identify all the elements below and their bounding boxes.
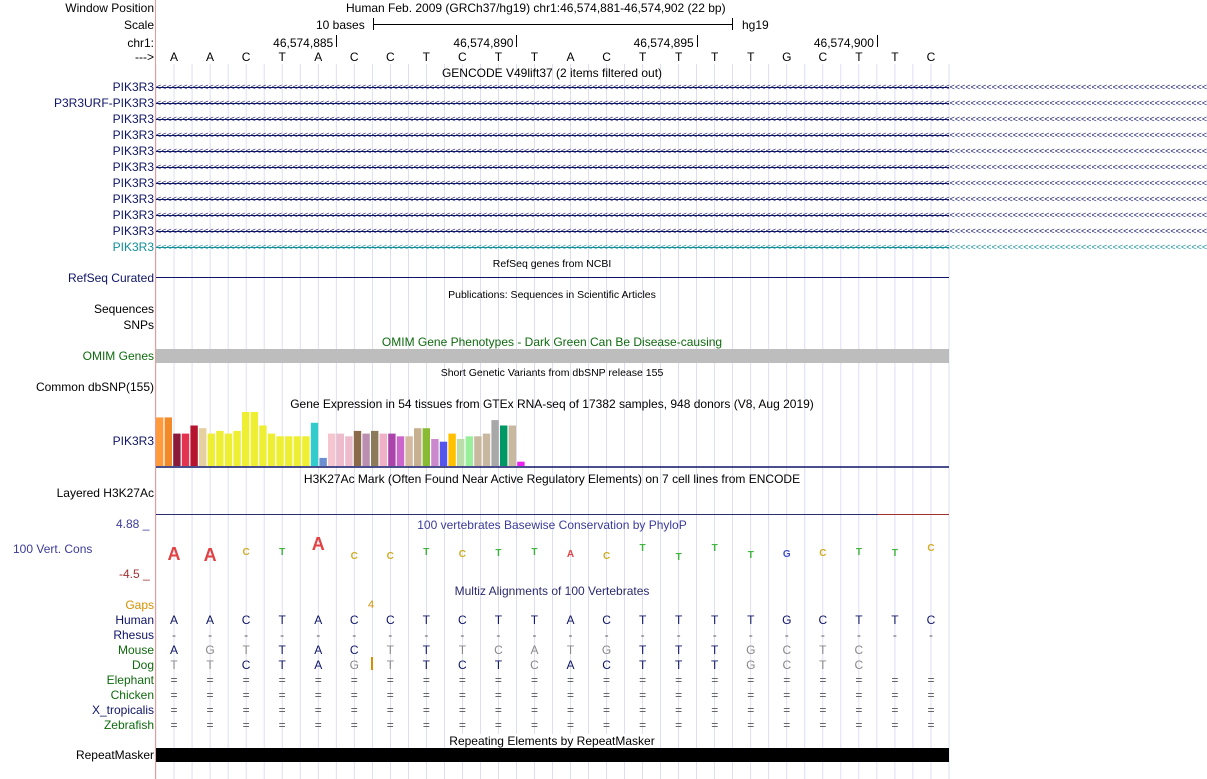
alignment-base: =: [170, 673, 178, 687]
strand-arrows: <<<<<<<<<<<<<<<<<<<<<<<<<<<<<<<<<<<<<<<<<<<<<<<<<<<<<<<<<<<<<<<<<<<<<<<<<<<<<<<<<<<<<<<<<<<<<<<<<<<<<<<<<<<<<<<<<<<<<<<<<<<<<<<<<<<<<<<<<<<<<<<<<<<<<<<<<<<<<<<<<<<<<<<<<<<<<<<<<<<<<<<<<<<<<<<<<<<<<<<<: [156, 114, 1207, 124]
alignment-base: -: [928, 628, 933, 642]
dbsnp-title[interactable]: Short Genetic Variants from dbSNP release 155: [440, 367, 664, 379]
alignment-base: -: [856, 628, 861, 642]
alignment-base: =: [170, 688, 178, 702]
strand-arrows: <<<<<<<<<<<<<<<<<<<<<<<<<<<<<<<<<<<<<<<<<<<<<<<<<<<<<<<<<<<<<<<<<<<<<<<<<<<<<<<<<<<<<<<<<<<<<<<<<<<<<<<<<<<<<<<<<<<<<<<<<<<<<<<<<<<<<<<<<<<<<<<<<<<<<<<<<<<<<<<<<<<<<<<<<<<<<<<<<<<<<<<<<<<<<<<<<<<<<<<<: [156, 226, 1207, 236]
repeatmasker-title[interactable]: Repeating Elements by RepeatMasker: [449, 734, 655, 748]
alignment-base: T: [638, 613, 647, 627]
scale-bar-end: [732, 18, 733, 30]
alignment-base: T: [747, 613, 755, 627]
strand-arrows: <<<<<<<<<<<<<<<<<<<<<<<<<<<<<<<<<<<<<<<<<<<<<<<<<<<<<<<<<<<<<<<<<<<<<<<<<<<<<<<<<<<<<<<<<<<<<<<<<<<<<<<<<<<<<<<<<<<<<<<<<<<<<<<<<<<<<<<<<<<<<<<<<<<<<<<<<<<<<<<<<<<<<<<<<<<<<<<<<<<<<<<<<<<<<<<<<<<<<<<<: [156, 242, 1207, 252]
scale-bar-text: 10 bases: [316, 18, 365, 32]
ruler-tick: [336, 35, 337, 47]
alignment-base: =: [386, 688, 394, 702]
alignment-base: =: [747, 688, 755, 702]
gap-insertion-marker: [371, 657, 373, 670]
gencode-track-label[interactable]: PIK3R3: [112, 80, 154, 94]
alignment-base: T: [422, 613, 430, 627]
base-letter: T: [638, 50, 647, 64]
alignment-base: T: [422, 643, 430, 657]
alignment-base: G: [746, 643, 756, 657]
alignment-base: C: [458, 613, 467, 627]
phylop-base-glyph: T: [747, 550, 754, 561]
phylop-title[interactable]: 100 vertebrates Basewise Conservation by PhyloP: [417, 518, 687, 532]
window-position-label: Window Position: [65, 1, 154, 15]
alignment-base: =: [567, 673, 575, 687]
alignment-base: =: [422, 718, 430, 732]
alignment-base: =: [567, 718, 575, 732]
alignment-base: =: [350, 703, 358, 717]
alignment-base: A: [566, 613, 575, 627]
gencode-track-label[interactable]: PIK3R3: [112, 144, 154, 158]
alignment-base: =: [494, 673, 502, 687]
scale-assembly: hg19: [742, 18, 769, 32]
phylop-base-glyph: C: [819, 548, 827, 559]
alignment-base: =: [458, 718, 466, 732]
base-letter: T: [674, 50, 683, 64]
alignment-base: =: [242, 688, 250, 702]
alignment-base: T: [386, 658, 394, 672]
alignment-base: T: [819, 643, 827, 657]
alignment-base: =: [747, 718, 755, 732]
alignment-base: A: [170, 613, 179, 627]
h3k27ac-label[interactable]: Layered H3K27Ac: [56, 486, 154, 500]
base-letter: C: [385, 50, 395, 64]
phylop-base-glyph: T: [675, 552, 682, 563]
alignment-base: =: [314, 703, 322, 717]
alignment-base: =: [819, 703, 827, 717]
phylop-base-glyph: T: [495, 548, 502, 559]
species-label[interactable]: Dog: [131, 658, 154, 672]
phylop-base-glyph: T: [639, 543, 646, 554]
alignment-base: =: [711, 688, 719, 702]
alignment-base: =: [458, 688, 466, 702]
base-letter: A: [206, 50, 215, 64]
alignment-base: =: [891, 673, 899, 687]
ruler-tick: [877, 35, 878, 47]
alignment-base: =: [855, 718, 863, 732]
alignment-base: =: [494, 718, 502, 732]
alignment-base: =: [675, 718, 683, 732]
gencode-track-label[interactable]: PIK3R3: [112, 112, 154, 126]
alignment-base: C: [494, 643, 503, 657]
alignment-base: -: [352, 628, 357, 642]
gencode-track-label[interactable]: PIK3R3: [112, 208, 154, 222]
repeatmasker-block[interactable]: [156, 748, 949, 762]
base-letter: T: [855, 50, 863, 64]
gencode-track-label[interactable]: PIK3R3: [112, 192, 154, 206]
alignment-base: =: [530, 688, 538, 702]
phylop-ymin-label: -4.5 _: [119, 567, 150, 581]
gencode-track-label[interactable]: PIK3R3: [112, 224, 154, 238]
alignment-base: A: [314, 643, 323, 657]
phylop-base-glyph: T: [279, 547, 286, 558]
alignment-base: G: [782, 613, 792, 627]
ruler-tick: [697, 35, 698, 47]
alignment-base: =: [206, 703, 214, 717]
alignment-base: -: [892, 628, 897, 642]
gap-count: 4: [368, 599, 375, 611]
dbsnp-label[interactable]: Common dbSNP(155): [35, 380, 154, 394]
alignment-base: =: [783, 688, 791, 702]
base-letter: C: [818, 50, 828, 64]
alignment-base: =: [675, 673, 683, 687]
alignment-base: A: [206, 613, 215, 627]
alignment-base: -: [208, 628, 213, 642]
alignment-base: T: [530, 613, 539, 627]
alignment-base: -: [172, 628, 177, 642]
phylop-base-glyph: T: [531, 547, 538, 558]
alignment-base: T: [422, 658, 430, 672]
alignment-base: =: [350, 673, 358, 687]
alignment-base: =: [927, 688, 935, 702]
publications-title[interactable]: Publications: Sequences in Scientific Articles: [448, 289, 656, 301]
alignment-base: =: [783, 703, 791, 717]
alignment-base: =: [278, 688, 286, 702]
base-letter: T: [422, 50, 430, 64]
phylop-base-glyph: T: [891, 548, 898, 559]
base-letter: C: [458, 50, 467, 64]
alignment-base: =: [747, 703, 755, 717]
strand-label: --->: [135, 50, 154, 64]
alignment-base: =: [422, 703, 430, 717]
alignment-base: =: [639, 688, 647, 702]
alignment-base: =: [530, 673, 538, 687]
phylop-base-glyph: A: [311, 534, 325, 554]
alignment-base: G: [205, 643, 215, 657]
phylop-base-glyph: A: [566, 549, 575, 560]
alignment-base: =: [422, 688, 430, 702]
alignment-base: =: [242, 703, 250, 717]
alignment-base: T: [386, 643, 394, 657]
alignment-base: C: [241, 613, 251, 627]
alignment-base: -: [784, 628, 789, 642]
alignment-base: C: [602, 658, 611, 672]
alignment-base: =: [350, 718, 358, 732]
base-letter: C: [602, 50, 611, 64]
gencode-track-label[interactable]: PIK3R3: [112, 128, 154, 142]
alignment-base: =: [891, 688, 899, 702]
alignment-base: -: [496, 628, 501, 642]
alignment-base: -: [676, 628, 681, 642]
ruler-tick-label: 46,574,885: [273, 36, 334, 50]
alignment-base: =: [891, 703, 899, 717]
alignment-base: T: [278, 613, 286, 627]
alignment-base: =: [711, 673, 719, 687]
alignment-base: -: [424, 628, 429, 642]
multiz-title[interactable]: Multiz Alignments of 100 Vertebrates: [454, 584, 650, 598]
ruler-tick: [516, 35, 517, 47]
strand-arrows: <<<<<<<<<<<<<<<<<<<<<<<<<<<<<<<<<<<<<<<<<<<<<<<<<<<<<<<<<<<<<<<<<<<<<<<<<<<<<<<<<<<<<<<<<<<<<<<<<<<<<<<<<<<<<<<<<<<<<<<<<<<<<<<<<<<<<<<<<<<<<<<<<<<<<<<<<<<<<<<<<<<<<<<<<<<<<<<<<<<<<<<<<<<<<<<<<<<<<<<<: [156, 130, 1207, 140]
publications-snps-label[interactable]: SNPs: [123, 318, 154, 332]
alignment-base: C: [926, 613, 936, 627]
alignment-base: =: [639, 703, 647, 717]
strand-arrows: <<<<<<<<<<<<<<<<<<<<<<<<<<<<<<<<<<<<<<<<<<<<<<<<<<<<<<<<<<<<<<<<<<<<<<<<<<<<<<<<<<<<<<<<<<<<<<<<<<<<<<<<<<<<<<<<<<<<<<<<<<<<<<<<<<<<<<<<<<<<<<<<<<<<<<<<<<<<<<<<<<<<<<<<<<<<<<<<<<<<<<<<<<<<<<<<<<<<<<<<: [156, 194, 1207, 204]
alignment-base: T: [278, 643, 286, 657]
gaps-label[interactable]: Gaps: [125, 598, 154, 612]
alignment-base: =: [783, 718, 791, 732]
base-letter: T: [278, 50, 286, 64]
alignment-base: =: [386, 718, 394, 732]
species-label[interactable]: X_tropicalis: [91, 703, 154, 717]
alignment-base: =: [422, 673, 430, 687]
alignment-base: G: [349, 658, 359, 672]
species-label[interactable]: Elephant: [106, 673, 154, 687]
phylop-base-glyph: A: [167, 544, 181, 564]
alignment-base: =: [458, 673, 466, 687]
alignment-base: C: [241, 658, 251, 672]
base-letter: C: [241, 50, 251, 64]
strand-arrows: <<<<<<<<<<<<<<<<<<<<<<<<<<<<<<<<<<<<<<<<<<<<<<<<<<<<<<<<<<<<<<<<<<<<<<<<<<<<<<<<<<<<<<<<<<<<<<<<<<<<<<<<<<<<<<<<<<<<<<<<<<<<<<<<<<<<<<<<<<<<<<<<<<<<<<<<<<<<<<<<<<<<<<<<<<<<<<<<<<<<<<<<<<<<<<<<<<<<<<<<: [156, 178, 1207, 188]
gencode-title[interactable]: GENCODE V49lift37 (2 items filtered out): [441, 66, 663, 80]
alignment-base: G: [746, 658, 756, 672]
alignment-base: =: [819, 673, 827, 687]
gtex-label[interactable]: PIK3R3: [112, 434, 154, 448]
alignment-base: C: [458, 658, 467, 672]
alignment-base: -: [316, 628, 321, 642]
gencode-track-label[interactable]: PIK3R3: [112, 240, 154, 254]
alignment-base: T: [458, 643, 467, 657]
chrom-label: chr1:: [127, 36, 154, 50]
phylop-base-glyph: T: [423, 547, 430, 558]
ruler-tick-label: 46,574,900: [813, 36, 874, 50]
alignment-base: =: [494, 688, 502, 702]
phylop-base-glyph: G: [782, 549, 791, 560]
alignment-base: C: [602, 613, 611, 627]
strand-arrows: <<<<<<<<<<<<<<<<<<<<<<<<<<<<<<<<<<<<<<<<<<<<<<<<<<<<<<<<<<<<<<<<<<<<<<<<<<<<<<<<<<<<<<<<<<<<<<<<<<<<<<<<<<<<<<<<<<<<<<<<<<<<<<<<<<<<<<<<<<<<<<<<<<<<<<<<<<<<<<<<<<<<<<<<<<<<<<<<<<<<<<<<<<<<<<<<<<<<<<<<: [156, 162, 1207, 172]
alignment-base: T: [494, 658, 503, 672]
alignment-base: =: [603, 718, 611, 732]
scale-bar-end: [373, 18, 374, 30]
omim-label[interactable]: OMIM Genes: [82, 349, 154, 363]
species-label[interactable]: Zebrafish: [103, 718, 154, 732]
phylop-label[interactable]: 100 Vert. Cons: [13, 542, 93, 556]
base-letter: C: [349, 50, 359, 64]
base-letter: A: [314, 50, 323, 64]
alignment-base: =: [314, 688, 322, 702]
strand-arrows: <<<<<<<<<<<<<<<<<<<<<<<<<<<<<<<<<<<<<<<<<<<<<<<<<<<<<<<<<<<<<<<<<<<<<<<<<<<<<<<<<<<<<<<<<<<<<<<<<<<<<<<<<<<<<<<<<<<<<<<<<<<<<<<<<<<<<<<<<<<<<<<<<<<<<<<<<<<<<<<<<<<<<<<<<<<<<<<<<<<<<<<<<<<<<<<<<<<<<<<<: [156, 210, 1207, 220]
species-label[interactable]: Rhesus: [113, 628, 154, 642]
h3k27ac-title[interactable]: H3K27Ac Mark (Often Found Near Active Regulatory Elements) on 7 cell lines from ENCODE: [303, 472, 801, 486]
alignment-base: A: [314, 613, 323, 627]
phylop-base-glyph: T: [711, 543, 718, 554]
species-label[interactable]: Human: [115, 613, 154, 627]
alignment-base: T: [638, 643, 647, 657]
repeatmasker-label[interactable]: RepeatMasker: [75, 748, 154, 762]
alignment-base: =: [855, 673, 863, 687]
alignment-base: C: [818, 613, 828, 627]
alignment-base: T: [170, 658, 178, 672]
alignment-base: =: [855, 703, 863, 717]
alignment-base: =: [927, 673, 935, 687]
alignment-base: =: [603, 688, 611, 702]
alignment-base: T: [674, 613, 683, 627]
alignment-base: =: [170, 718, 178, 732]
base-letter: G: [782, 50, 792, 64]
alignment-base: =: [819, 688, 827, 702]
ruler-tick-label: 46,574,895: [633, 36, 694, 50]
window-position-value: Human Feb. 2009 (GRCh37/hg19) chr1:46,574,881-46,574,902 (22 bp): [346, 1, 726, 15]
alignment-base: -: [640, 628, 645, 642]
alignment-base: -: [460, 628, 465, 642]
alignment-base: A: [566, 658, 575, 672]
alignment-base: A: [314, 658, 323, 672]
gencode-track-label[interactable]: PIK3R3: [112, 176, 154, 190]
alignment-base: =: [314, 718, 322, 732]
alignment-base: =: [206, 673, 214, 687]
strand-arrows: <<<<<<<<<<<<<<<<<<<<<<<<<<<<<<<<<<<<<<<<<<<<<<<<<<<<<<<<<<<<<<<<<<<<<<<<<<<<<<<<<<<<<<<<<<<<<<<<<<<<<<<<<<<<<<<<<<<<<<<<<<<<<<<<<<<<<<<<<<<<<<<<<<<<<<<<<<<<<<<<<<<<<<<<<<<<<<<<<<<<<<<<<<<<<<<<<<<<<<<<: [156, 82, 1207, 92]
gencode-track-label[interactable]: PIK3R3: [112, 160, 154, 174]
alignment-base: =: [927, 718, 935, 732]
alignment-base: A: [530, 643, 539, 657]
phylop-base-glyph: C: [458, 549, 467, 560]
refseq-label[interactable]: RefSeq Curated: [67, 271, 154, 285]
alignment-base: -: [388, 628, 393, 642]
alignment-base: T: [674, 658, 683, 672]
alignment-base: G: [601, 643, 612, 657]
alignment-base: -: [568, 628, 573, 642]
alignment-base: =: [278, 703, 286, 717]
gencode-track-label[interactable]: P3R3URF-PIK3R3: [53, 96, 154, 110]
refseq-title[interactable]: RefSeq genes from NCBI: [492, 258, 612, 270]
alignment-base: T: [819, 658, 827, 672]
base-letter: T: [747, 50, 755, 64]
alignment-base: =: [567, 703, 575, 717]
alignment-base: =: [747, 673, 755, 687]
alignment-base: =: [783, 673, 791, 687]
alignment-base: T: [494, 613, 503, 627]
alignment-base: C: [530, 658, 539, 672]
alignment-base: C: [854, 658, 864, 672]
phylop-base-glyph: C: [927, 543, 935, 554]
species-label[interactable]: Chicken: [110, 688, 154, 702]
phylop-base-glyph: C: [350, 551, 358, 562]
alignment-base: =: [242, 718, 250, 732]
alignment-base: -: [712, 628, 717, 642]
gtex-title[interactable]: Gene Expression in 54 tissues from GTEx RNA-seq of 17382 samples, 948 donors (V8, Aug 2019): [290, 397, 814, 411]
alignment-base: -: [820, 628, 825, 642]
phylop-base-glyph: C: [242, 547, 250, 558]
strand-arrows: <<<<<<<<<<<<<<<<<<<<<<<<<<<<<<<<<<<<<<<<<<<<<<<<<<<<<<<<<<<<<<<<<<<<<<<<<<<<<<<<<<<<<<<<<<<<<<<<<<<<<<<<<<<<<<<<<<<<<<<<<<<<<<<<<<<<<<<<<<<<<<<<<<<<<<<<<<<<<<<<<<<<<<<<<<<<<<<<<<<<<<<<<<<<<<<<<<<<<<<<: [156, 98, 1207, 108]
base-letter: A: [566, 50, 575, 64]
alignment-base: =: [530, 718, 538, 732]
alignment-base: T: [674, 643, 683, 657]
base-letter: T: [711, 50, 719, 64]
scale-label: Scale: [123, 18, 154, 32]
base-letter: T: [494, 50, 503, 64]
alignment-base: =: [278, 718, 286, 732]
alignment-base: T: [242, 643, 250, 657]
alignment-base: =: [206, 688, 214, 702]
alignment-base: C: [385, 613, 395, 627]
alignment-base: C: [349, 643, 359, 657]
alignment-base: =: [278, 673, 286, 687]
alignment-base: =: [170, 703, 178, 717]
alignment-base: =: [711, 703, 719, 717]
alignment-base: C: [854, 643, 864, 657]
phylop-base-glyph: C: [602, 551, 611, 562]
alignment-base: =: [567, 688, 575, 702]
alignment-base: =: [819, 718, 827, 732]
alignment-base: =: [386, 703, 394, 717]
ruler-tick-label: 46,574,890: [453, 36, 514, 50]
alignment-base: -: [748, 628, 753, 642]
phylop-base-glyph: A: [203, 545, 217, 565]
alignment-base: =: [494, 703, 502, 717]
base-letter: T: [891, 50, 899, 64]
alignment-base: T: [711, 613, 719, 627]
alignment-base: C: [782, 643, 792, 657]
alignment-base: T: [278, 658, 286, 672]
base-letter: C: [926, 50, 936, 64]
alignment-base: T: [891, 613, 899, 627]
phylop-base-glyph: T: [855, 547, 862, 558]
alignment-base: T: [638, 658, 647, 672]
base-letter: T: [530, 50, 539, 64]
alignment-base: =: [927, 703, 935, 717]
species-label[interactable]: Mouse: [117, 643, 154, 657]
alignment-base: =: [675, 703, 683, 717]
alignment-base: T: [711, 658, 719, 672]
alignment-base: =: [242, 673, 250, 687]
alignment-base: =: [350, 688, 358, 702]
alignment-base: =: [314, 673, 322, 687]
phylop-base-glyph: C: [386, 551, 394, 562]
alignment-base: =: [458, 703, 466, 717]
alignment-base: C: [782, 658, 792, 672]
phylop-ymax-label: 4.88 _: [116, 517, 150, 531]
alignment-base: T: [855, 613, 863, 627]
alignment-base: =: [530, 703, 538, 717]
alignment-base: -: [604, 628, 609, 642]
alignment-base: A: [170, 643, 179, 657]
alignment-base: -: [280, 628, 285, 642]
base-letter: A: [170, 50, 179, 64]
alignment-base: =: [711, 718, 719, 732]
alignment-base: -: [244, 628, 249, 642]
omim-title[interactable]: OMIM Gene Phenotypes - Dark Green Can Be Disease-causing: [381, 335, 723, 349]
alignment-base: =: [603, 673, 611, 687]
alignment-base: =: [603, 703, 611, 717]
publications-sequences-label[interactable]: Sequences: [93, 302, 154, 316]
alignment-base: =: [675, 688, 683, 702]
alignment-base: T: [206, 658, 214, 672]
alignment-base: T: [566, 643, 575, 657]
alignment-base: =: [639, 673, 647, 687]
alignment-base: =: [386, 673, 394, 687]
alignment-base: =: [639, 718, 647, 732]
alignment-base: =: [855, 688, 863, 702]
alignment-base: -: [532, 628, 537, 642]
alignment-base: =: [891, 718, 899, 732]
alignment-base: =: [206, 718, 214, 732]
alignment-base: T: [711, 643, 719, 657]
alignment-base: C: [349, 613, 359, 627]
strand-arrows: <<<<<<<<<<<<<<<<<<<<<<<<<<<<<<<<<<<<<<<<<<<<<<<<<<<<<<<<<<<<<<<<<<<<<<<<<<<<<<<<<<<<<<<<<<<<<<<<<<<<<<<<<<<<<<<<<<<<<<<<<<<<<<<<<<<<<<<<<<<<<<<<<<<<<<<<<<<<<<<<<<<<<<<<<<<<<<<<<<<<<<<<<<<<<<<<<<<<<<<<: [156, 146, 1207, 156]
